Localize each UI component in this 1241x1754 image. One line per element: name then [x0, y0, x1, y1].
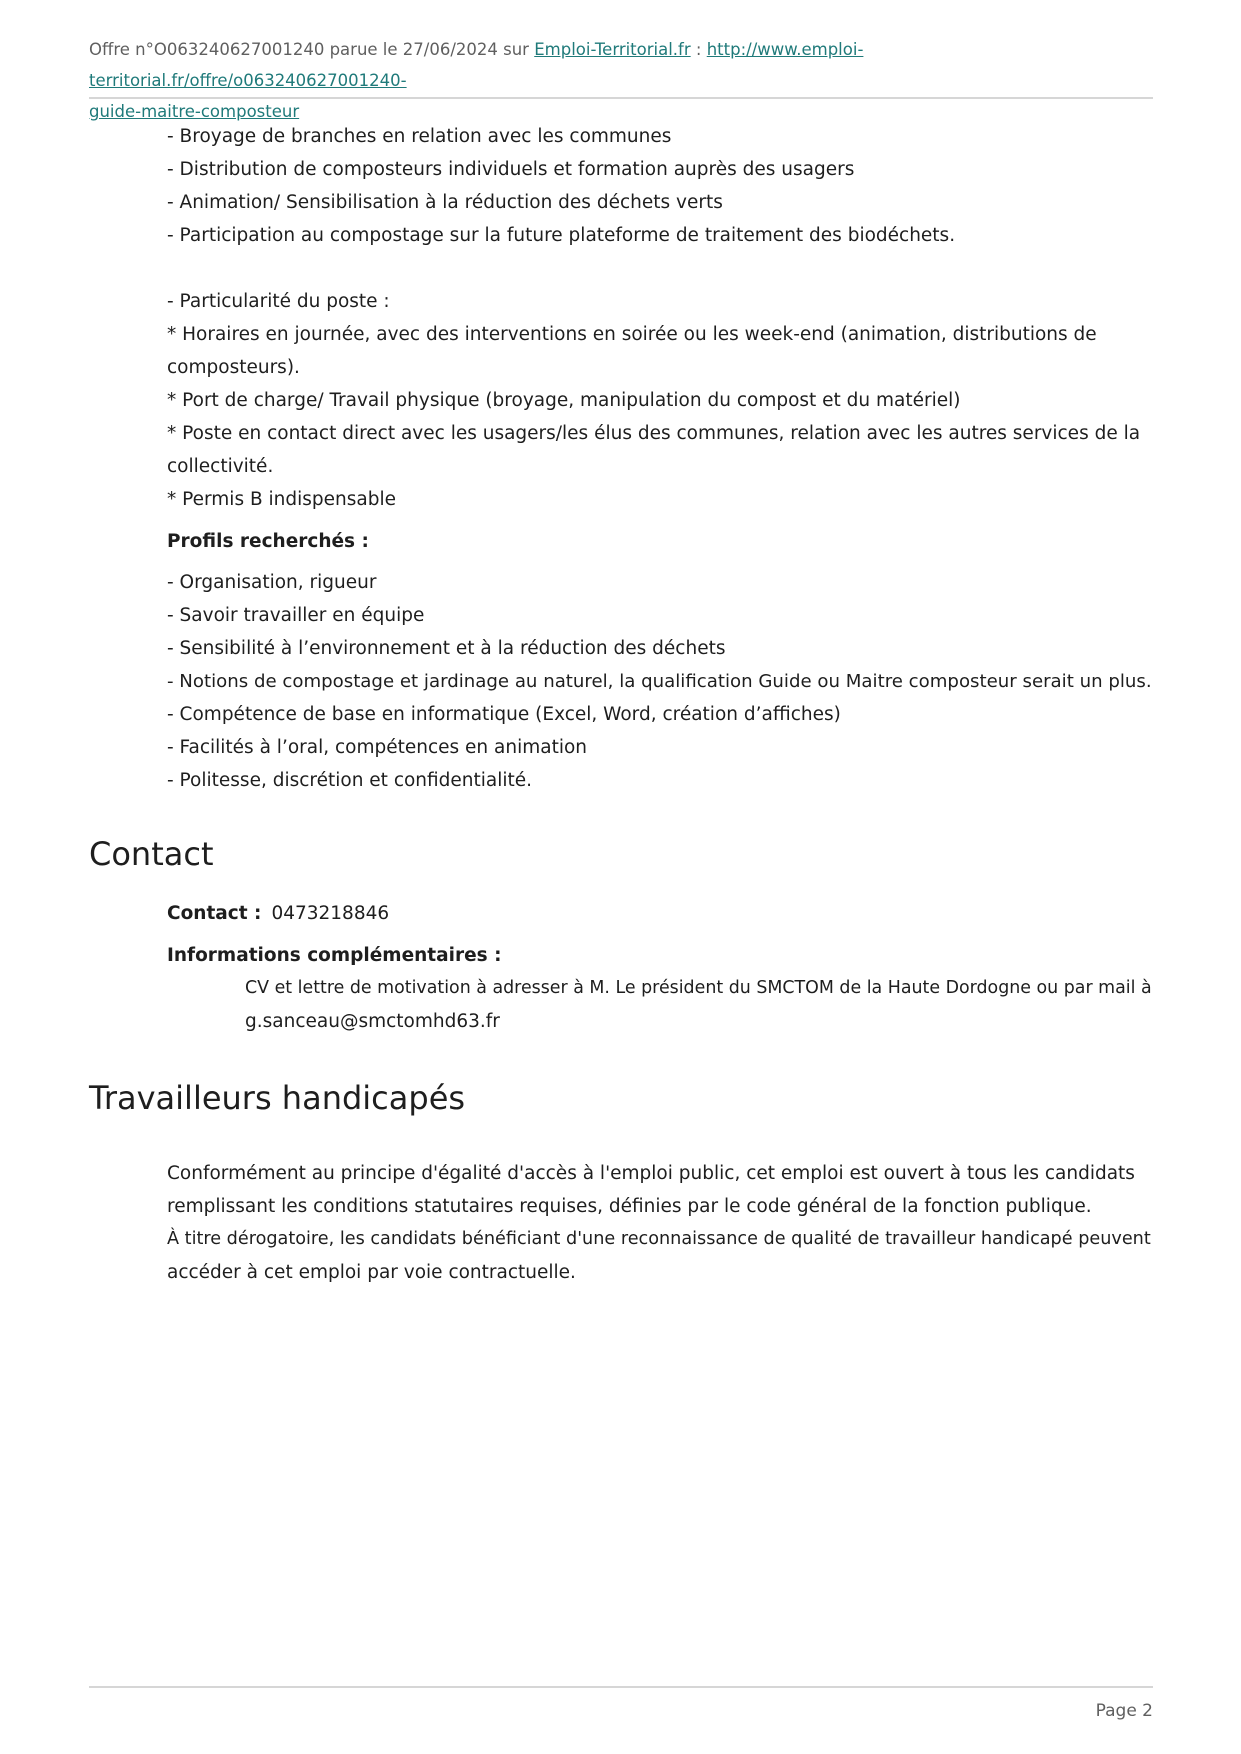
- profil-item: - Sensibilité à l’environnement et à la réduction des déchets: [167, 638, 726, 659]
- handicap-line: À titre dérogatoire, les candidats bénéficiant d'une reconnaissance de qualité de travailleur handicapé peuvent: [167, 1229, 1151, 1249]
- offer-reference: Offre n°O063240627001240 parue le 27/06/2024 sur: [89, 40, 529, 59]
- contact-row: [167, 897, 389, 930]
- handicap-line: remplissant les conditions statutaires requises, définies par le code général de la fonction publique.: [167, 1196, 1092, 1217]
- offer-url-part1[interactable]: http://www.emploi-territorial.fr/offre/o063240627001240-: [89, 40, 864, 90]
- particularite-item: * Horaires en journée, avec des interventions en soirée ou les week-end (animation, distributions de: [167, 324, 1097, 345]
- offer-url-part2[interactable]: guide-maitre-composteur: [89, 102, 300, 121]
- contact-label: Contact :: [167, 903, 262, 924]
- profil-item: - Facilités à l’oral, compétences en animation: [167, 737, 588, 758]
- offer-header: [89, 34, 1153, 127]
- particularite-item: * Poste en contact direct avec les usagers/les élus des communes, relation avec les autres services de la: [167, 423, 1141, 444]
- particularite-item: composteurs).: [167, 357, 300, 378]
- profil-item: - Organisation, rigueur: [167, 572, 377, 593]
- header-divider: [89, 97, 1153, 99]
- handicap-heading: Travailleurs handicapés: [89, 1079, 466, 1117]
- info-email: g.sanceau@smctomhd63.fr: [245, 1011, 500, 1032]
- particularite-item: collectivité.: [167, 456, 274, 477]
- profil-item: - Notions de compostage et jardinage au naturel, la qualification Guide ou Maitre composteur serait un plus.: [167, 671, 1152, 692]
- contact-phone: 0473218846: [271, 903, 390, 924]
- site-link[interactable]: Emploi-Territorial.fr: [534, 40, 691, 59]
- contact-heading: Contact: [89, 835, 214, 873]
- particularite-item: * Port de charge/ Travail physique (broyage, manipulation du compost et du matériel): [167, 390, 961, 411]
- header-separator: :: [695, 40, 702, 59]
- footer-divider: [89, 1686, 1153, 1688]
- handicap-line: Conformément au principe d'égalité d'accès à l'emploi public, cet emploi est ouvert à tous les candidats: [167, 1163, 1135, 1184]
- profils-label: Profils recherchés :: [167, 531, 369, 552]
- mission-item: - Broyage de branches en relation avec les communes: [167, 126, 672, 147]
- particularite-item: * Permis B indispensable: [167, 489, 397, 510]
- info-label: Informations complémentaires :: [167, 945, 502, 966]
- mission-item: - Animation/ Sensibilisation à la réduction des déchets verts: [167, 192, 723, 213]
- profil-item: - Politesse, discrétion et confidentialité.: [167, 770, 533, 791]
- info-line: CV et lettre de motivation à adresser à M. Le président du SMCTOM de la Haute Dordogne ou par mail à: [245, 978, 1152, 998]
- page-number: Page 2: [1095, 1701, 1153, 1721]
- mission-item: - Distribution de composteurs individuels et formation auprès des usagers: [167, 159, 855, 180]
- handicap-line: accéder à cet emploi par voie contractuelle.: [167, 1262, 576, 1283]
- profil-item: - Savoir travailler en équipe: [167, 605, 425, 626]
- mission-item: - Participation au compostage sur la future plateforme de traitement des biodéchets.: [167, 225, 956, 246]
- profil-item: - Compétence de base en informatique (Excel, Word, création d’affiches): [167, 704, 841, 725]
- particularite-heading: - Particularité du poste :: [167, 291, 390, 312]
